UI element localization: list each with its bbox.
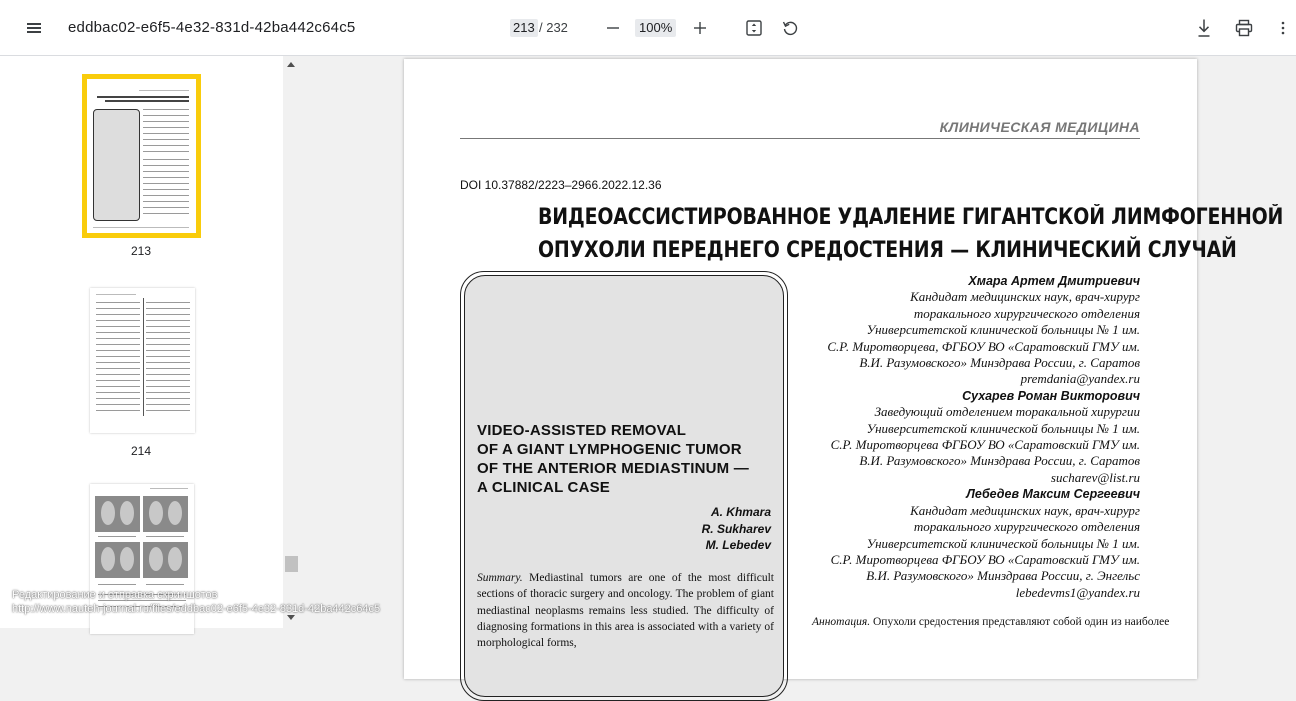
summary-paragraph xyxy=(477,570,774,651)
zoom-out-button[interactable] xyxy=(603,18,623,38)
title-en-line: OF THE ANTERIOR MEDIASTINUM — xyxy=(477,460,749,477)
author-en: R. Sukharev xyxy=(701,521,771,536)
rotate-icon xyxy=(781,19,799,37)
document-title: eddbac02-e6f5-4e32-831d-42ba442c64c5 xyxy=(68,19,356,36)
thumbnail-label: 214 xyxy=(130,444,152,458)
author-line: С.Р. Миротворцева, ФГБОУ ВО «Саратовский ГМУ им. xyxy=(827,338,1140,354)
author-line: С.Р. Миротворцева ФГБОУ ВО «Саратовский ГМУ им. xyxy=(830,551,1140,567)
thumbnail-sidebar xyxy=(0,56,300,628)
author-block xyxy=(780,388,1140,486)
page-total: / 232 xyxy=(539,20,568,35)
hamburger-menu-icon xyxy=(27,23,41,33)
annotation-ru xyxy=(812,614,1170,630)
author-line: Университетской клинической больницы № 1 им. xyxy=(866,322,1140,338)
summary-label: Summary. xyxy=(477,572,523,584)
summary-text: Mediastinal tumors are one of the most difficult sections of thoracic surgery and oncology. The problem of giant mediastinal neoplasms remains less studied. The difficulty of diagnosing formations in this area is associated with a variety of morphological forms, xyxy=(477,572,774,650)
fit-to-page-button[interactable] xyxy=(743,17,765,39)
author-line: торакального хирургического отделения xyxy=(913,519,1140,535)
document-viewer[interactable] xyxy=(300,56,1296,650)
ct-scan-image xyxy=(95,496,140,532)
ct-scan-image xyxy=(143,496,188,532)
thumbnail-abstract-box xyxy=(93,109,140,221)
thumbnail-label: 213 xyxy=(130,244,152,258)
author-name: Сухарев Роман Викторович xyxy=(962,388,1140,403)
author-line: Заведующий отделением торакальной хирургии xyxy=(874,404,1140,420)
annotation-text: Опухоли средостения представляют собой один из наиболее xyxy=(872,616,1170,628)
abstract-inner xyxy=(464,275,784,697)
author-line: В.И. Разумовского» Минздрава России, г. Саратов xyxy=(859,453,1140,469)
ct-scan-image xyxy=(95,542,140,578)
article-title-ru xyxy=(538,201,1284,267)
title-en-line: VIDEO-ASSISTED REMOVAL xyxy=(477,422,687,439)
rotate-button[interactable] xyxy=(779,17,801,39)
author-email: premdania@yandex.ru xyxy=(1020,371,1140,387)
download-icon xyxy=(1196,18,1212,38)
scroll-up-arrow-icon[interactable] xyxy=(287,62,295,67)
minus-icon xyxy=(606,21,620,35)
download-button[interactable] xyxy=(1193,16,1215,40)
author-line: Университетской клинической больницы № 1 им. xyxy=(866,535,1140,551)
more-vertical-icon xyxy=(1281,21,1285,35)
pdf-page xyxy=(404,59,1284,679)
plus-icon xyxy=(693,21,707,35)
authors-en xyxy=(702,504,771,554)
author-line: С.Р. Миротворцева ФГБОУ ВО «Саратовский ГМУ им. xyxy=(830,437,1140,453)
page-thumbnail-213[interactable] xyxy=(87,79,196,233)
author-email: lebedevms1@yandex.ru xyxy=(1015,584,1140,600)
author-line: В.И. Разумовского» Минздрава России, г. Саратов xyxy=(859,355,1140,371)
zoom-in-button[interactable] xyxy=(690,18,710,38)
author-line: Кандидат медицинских наук, врач-хирург xyxy=(910,502,1140,518)
author-block xyxy=(780,273,1140,388)
header-divider xyxy=(460,138,1140,139)
authors-ru xyxy=(780,273,1140,601)
author-block xyxy=(780,486,1140,601)
watermark-url: http://www.nauteh-journal.ru/files/eddbac02-e6f5-4e32-831d-42ba442c64c5 xyxy=(12,603,381,615)
menu-button[interactable] xyxy=(20,14,48,42)
fit-page-icon xyxy=(745,19,763,37)
ct-scan-image xyxy=(143,542,188,578)
sidebar-scrollbar-track[interactable] xyxy=(283,56,300,628)
current-page-input[interactable]: 213 xyxy=(510,19,538,37)
author-line: Кандидат медицинских наук, врач-хирург xyxy=(910,289,1140,305)
article-title-en xyxy=(477,421,749,497)
more-options-button[interactable] xyxy=(1275,16,1291,40)
author-name: Хмара Артем Дмитриевич xyxy=(968,274,1140,288)
page-thumbnail-214[interactable] xyxy=(90,288,195,433)
printer-icon xyxy=(1235,19,1253,37)
title-ru-line: ВИДЕОАССИСТИРОВАННОЕ УДАЛЕНИЕ ГИГАНТСКОЙ ЛИМФОГЕННОЙ xyxy=(538,205,1284,230)
screenshot-watermark xyxy=(12,588,380,616)
doi: DOI 10.37882/2223–2966.2022.12.36 xyxy=(460,178,662,192)
author-en: A. Khmara xyxy=(710,505,771,519)
english-abstract-box xyxy=(460,271,788,701)
sidebar-scrollbar-thumb[interactable] xyxy=(285,556,298,572)
title-ru-line: ОПУХОЛИ ПЕРЕДНЕГО СРЕДОСТЕНИЯ — КЛИНИЧЕСКИЙ СЛУЧАЙ xyxy=(538,238,1237,263)
author-en: M. Lebedev xyxy=(705,538,771,552)
title-en-line: A CLINICAL CASE xyxy=(477,479,611,496)
author-email: sucharev@list.ru xyxy=(1050,469,1140,485)
title-en-line: OF A GIANT LYMPHOGENIC TUMOR xyxy=(477,441,742,458)
pdf-toolbar xyxy=(0,0,1296,56)
author-line: торакального хирургического отделения xyxy=(913,305,1140,321)
section-header: КЛИНИЧЕСКАЯ МЕДИЦИНА xyxy=(939,119,1140,135)
annotation-label: Аннотация. xyxy=(812,616,871,628)
author-line: Университетской клинической больницы № 1 им. xyxy=(866,420,1140,436)
print-button[interactable] xyxy=(1232,16,1256,40)
zoom-level-input[interactable]: 100% xyxy=(635,19,676,37)
author-line: В.И. Разумовского» Минздрава России, г. Энгельс xyxy=(866,568,1140,584)
author-name: Лебедев Максим Сергеевич xyxy=(966,487,1140,502)
watermark-line: Редактирование и отправка скриншотов xyxy=(12,589,218,601)
